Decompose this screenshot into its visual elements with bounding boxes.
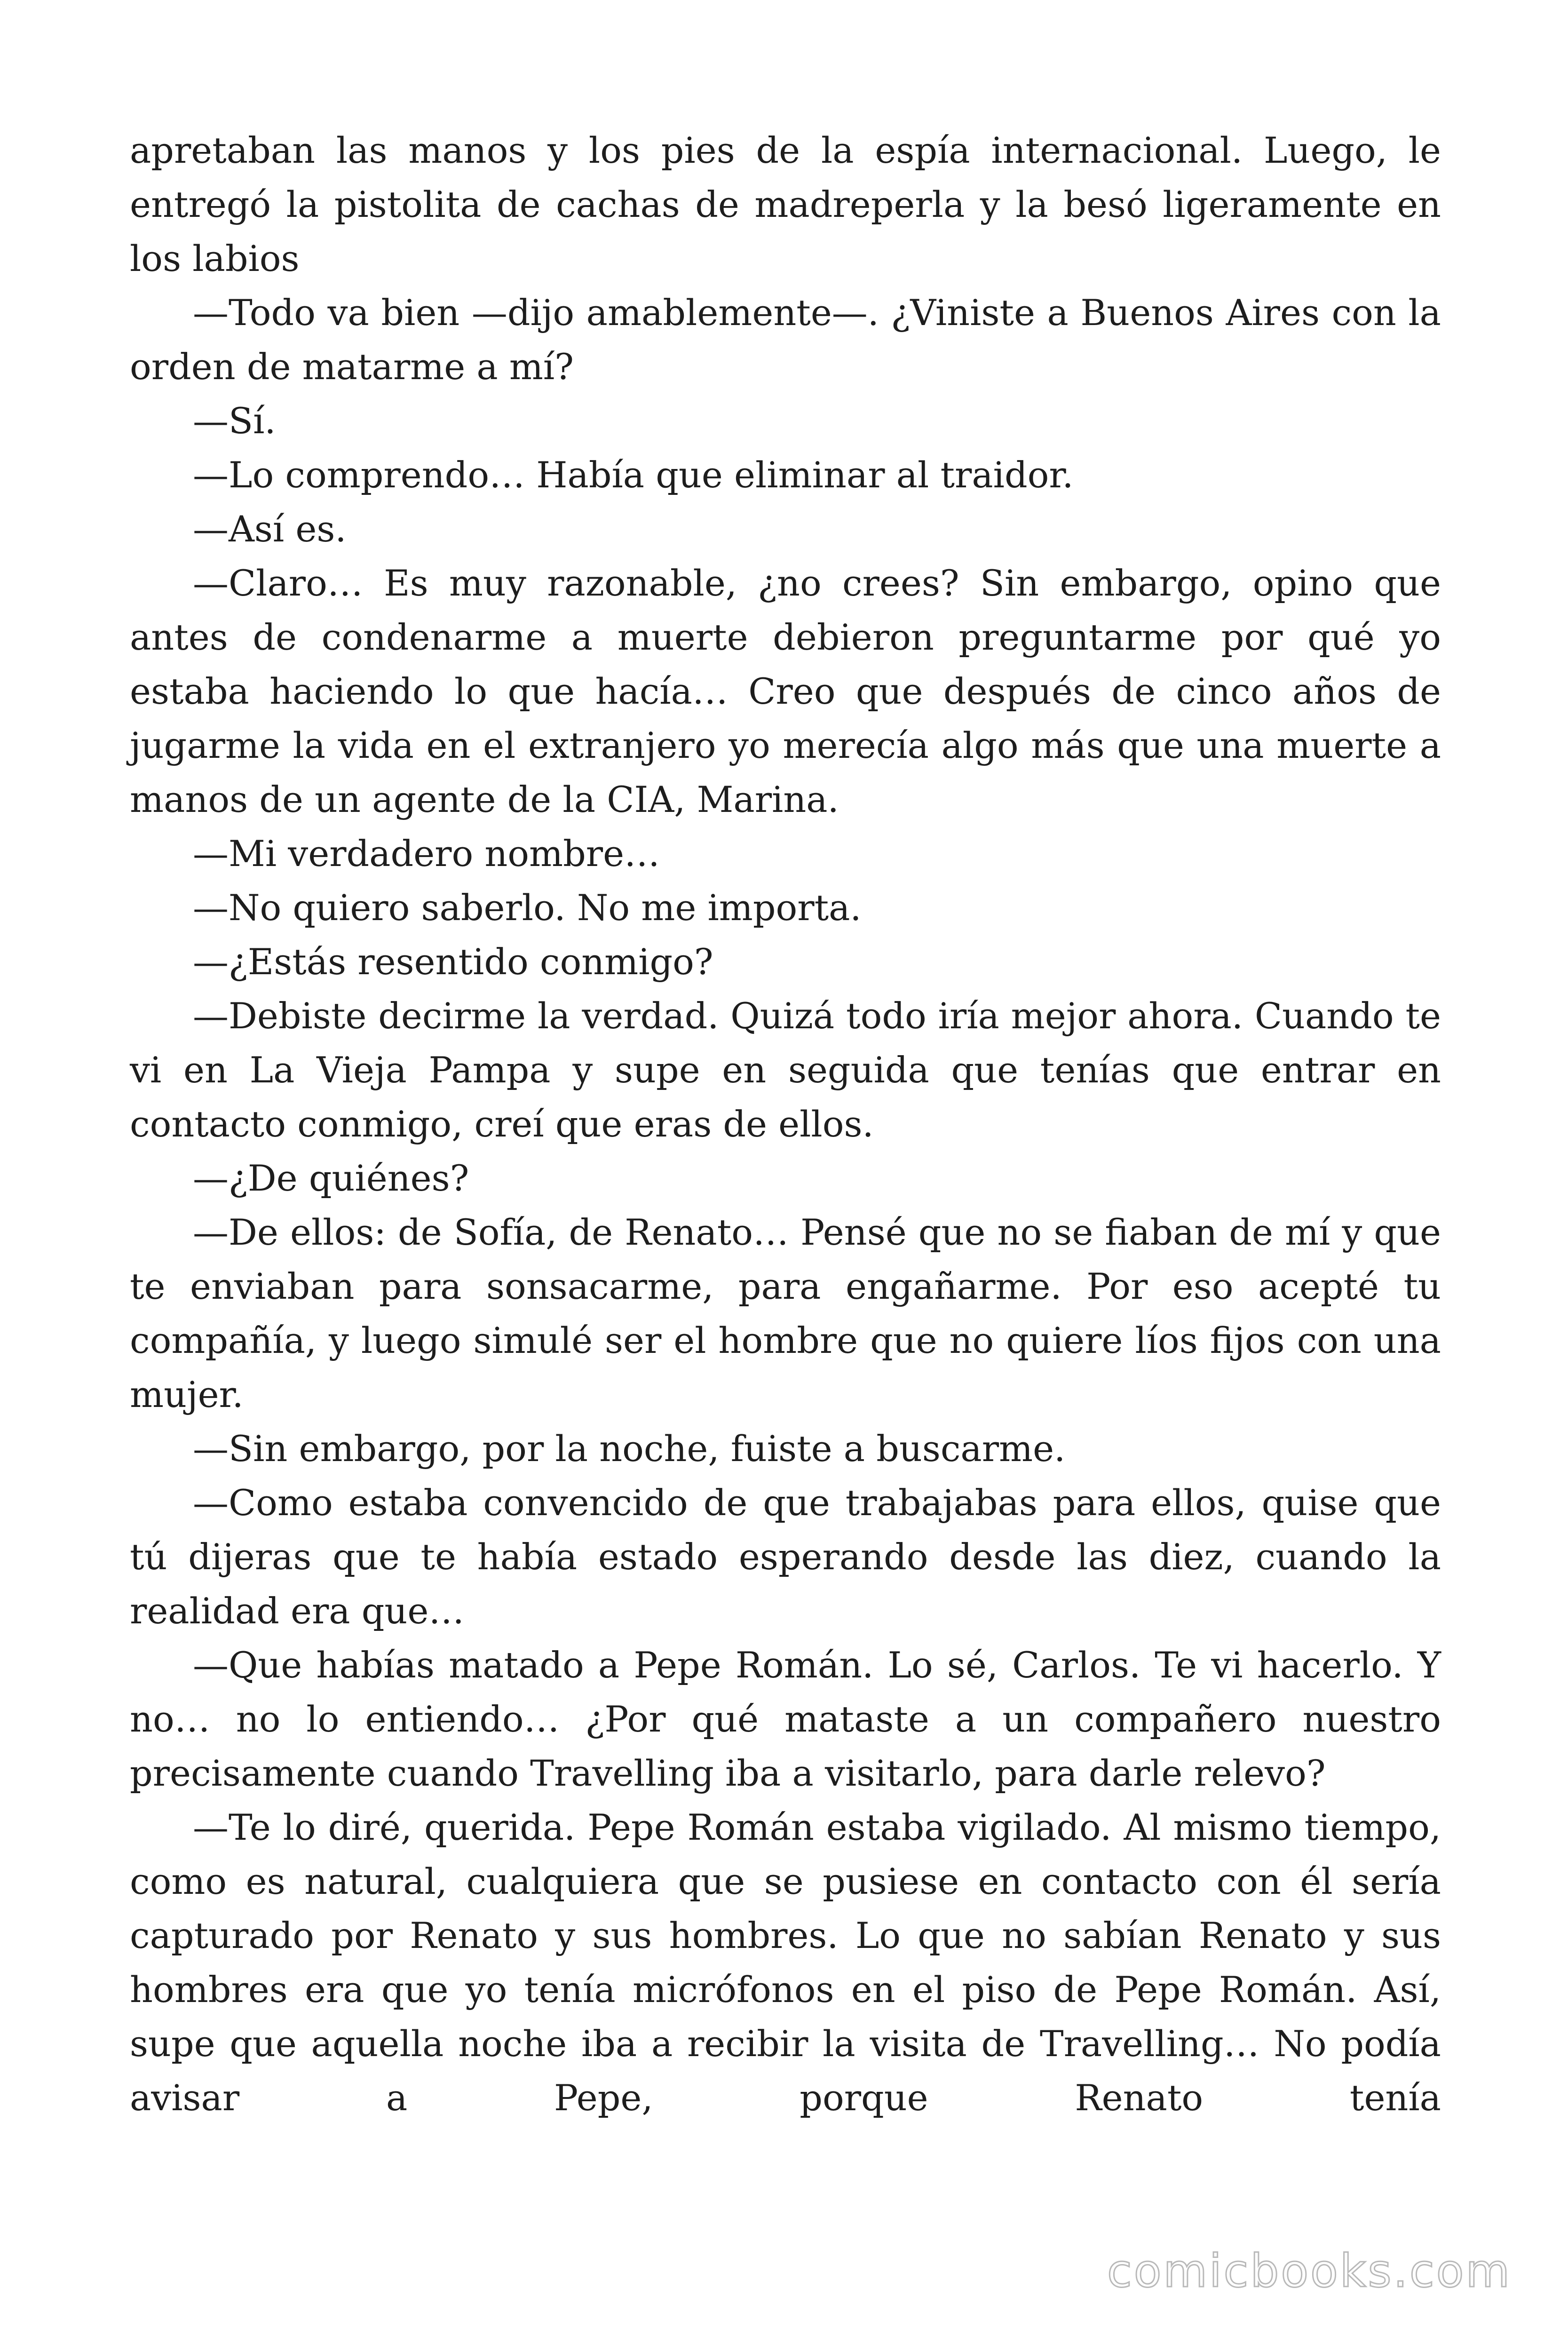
paragraph: —De ellos: de Sofía, de Renato… Pensé que no se fiaban de mí y que te enviaban para sonsacarme, para engañarme. Por eso acepté tu compañía, y luego simulé ser el hombre que no quiere líos fijos con una mujer.: [130, 1211, 1441, 1415]
paragraph: apretaban las manos y los pies de la espía internacional. Luego, le entregó la pistolita de cachas de madreperla y la besó ligeramente en los labios: [130, 129, 1441, 279]
paragraph: —Claro… Es muy razonable, ¿no crees? Sin embargo, opino que antes de condenarme a muerte debieron preguntarme por qué yo estaba haciendo lo que hacía… Creo que después de cinco años de jugarme la vida en el extranjero yo merecía algo más que una muerte a manos de un agente de la CIA, Marina.: [130, 562, 1441, 820]
paragraph: —Te lo diré, querida. Pepe Román estaba vigilado. Al mismo tiempo, como es natural, cualquiera que se pusiese en contacto con él sería capturado por Renato y sus hombres. Lo que no sabían Renato y sus hombres era que yo tenía micrófonos en el piso de Pepe Román. Así, supe que aquella noche iba a recibir la visita de Travelling… No podía avisar a Pepe, porque Renato tenía: [130, 1806, 1441, 2119]
paragraph: —Debiste decirme la verdad. Quizá todo iría mejor ahora. Cuando te vi en La Vieja Pampa y supe en seguida que tenías que entrar en contacto conmigo, creí que eras de ellos.: [130, 995, 1441, 1145]
paragraph: —¿Estás resentido conmigo?: [193, 941, 713, 983]
paragraph: —Así es.: [193, 508, 347, 550]
paragraph: —¿De quiénes?: [193, 1157, 469, 1199]
book-page-text: [130, 123, 1441, 2125]
paragraph: —Lo comprendo… Había que eliminar al traidor.: [193, 454, 1074, 496]
watermark: comicbooks.com: [1107, 2245, 1512, 2297]
paragraph: —Como estaba convencido de que trabajabas para ellos, quise que tú dijeras que te había estado esperando desde las diez, cuando la realidad era que…: [130, 1482, 1441, 1632]
paragraph: —No quiero saberlo. No me importa.: [193, 887, 862, 929]
paragraph: —Todo va bien —dijo amablemente—. ¿Viniste a Buenos Aires con la orden de matarme a mí?: [130, 292, 1441, 388]
paragraph: —Que habías matado a Pepe Román. Lo sé, Carlos. Te vi hacerlo. Y no… no lo entiendo… ¿Por qué mataste a un compañero nuestro precisamente cuando Travelling iba a visitarlo, para darle relevo?: [130, 1644, 1441, 1794]
paragraph: —Sin embargo, por la noche, fuiste a buscarme.: [193, 1428, 1066, 1470]
paragraph: —Sí.: [193, 400, 276, 442]
paragraph: —Mi verdadero nombre…: [193, 833, 660, 874]
